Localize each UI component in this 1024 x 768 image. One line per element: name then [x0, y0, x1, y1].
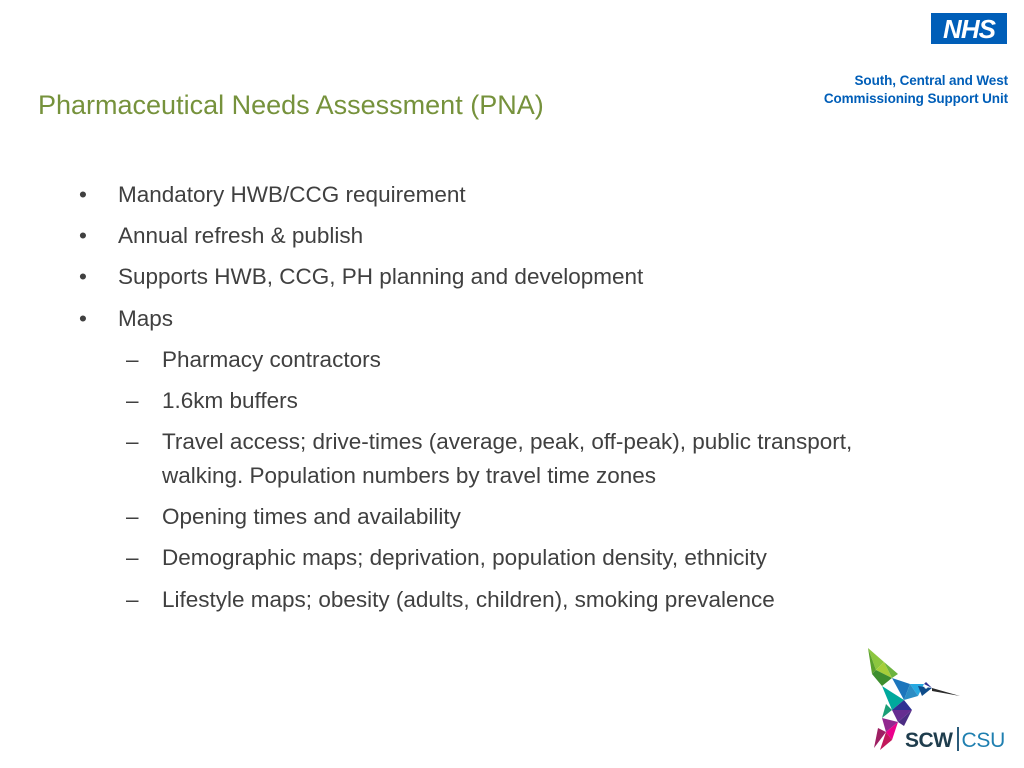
organisation-name [824, 72, 1008, 108]
sub-bullet-text: Opening times and availability [162, 504, 461, 529]
org-name-line-2: Commissioning Support Unit [823, 91, 1008, 106]
sub-bullet-mark: – [126, 429, 139, 454]
nhs-logo [931, 13, 1007, 44]
bullet-mark: • [79, 264, 87, 289]
bullet-text: Annual refresh & publish [118, 223, 364, 248]
sub-bullet-mark: – [126, 545, 139, 570]
bullet-text: Maps [118, 306, 174, 331]
slide-title: Pharmaceutical Needs Assessment (PNA) [38, 90, 544, 120]
nhs-logo-text: NHS [943, 14, 995, 44]
sub-bullet-text: 1.6km buffers [162, 388, 298, 413]
sub-bullet-mark: – [126, 587, 139, 612]
csu-logo-text: CSU [961, 729, 1005, 752]
bullet-mark: • [79, 182, 87, 207]
scw-logo-text: SCW [905, 729, 953, 752]
sub-bullet-mark: – [126, 388, 139, 413]
sub-bullet-text: Pharmacy contractors [162, 347, 381, 372]
bullet-mark: • [79, 306, 87, 331]
bullet-text: Mandatory HWB/CCG requirement [118, 182, 466, 207]
scw-csu-logo [905, 727, 1005, 755]
sub-bullet-mark: – [126, 504, 139, 529]
org-name-line-1: South, Central and West [854, 73, 1008, 88]
sub-bullet-mark: – [126, 347, 139, 372]
logo-divider [957, 727, 959, 751]
sub-bullet-text: Lifestyle maps; obesity (adults, children), smoking prevalence [162, 587, 775, 612]
bullet-mark: • [79, 223, 87, 248]
sub-bullet-text: Travel access; drive-times (average, peak, off-peak), public transport, walking. Population numbers by travel time zones [162, 429, 853, 488]
sub-bullet-text: Demographic maps; deprivation, population density, ethnicity [162, 545, 767, 570]
bullet-text: Supports HWB, CCG, PH planning and development [118, 264, 644, 289]
